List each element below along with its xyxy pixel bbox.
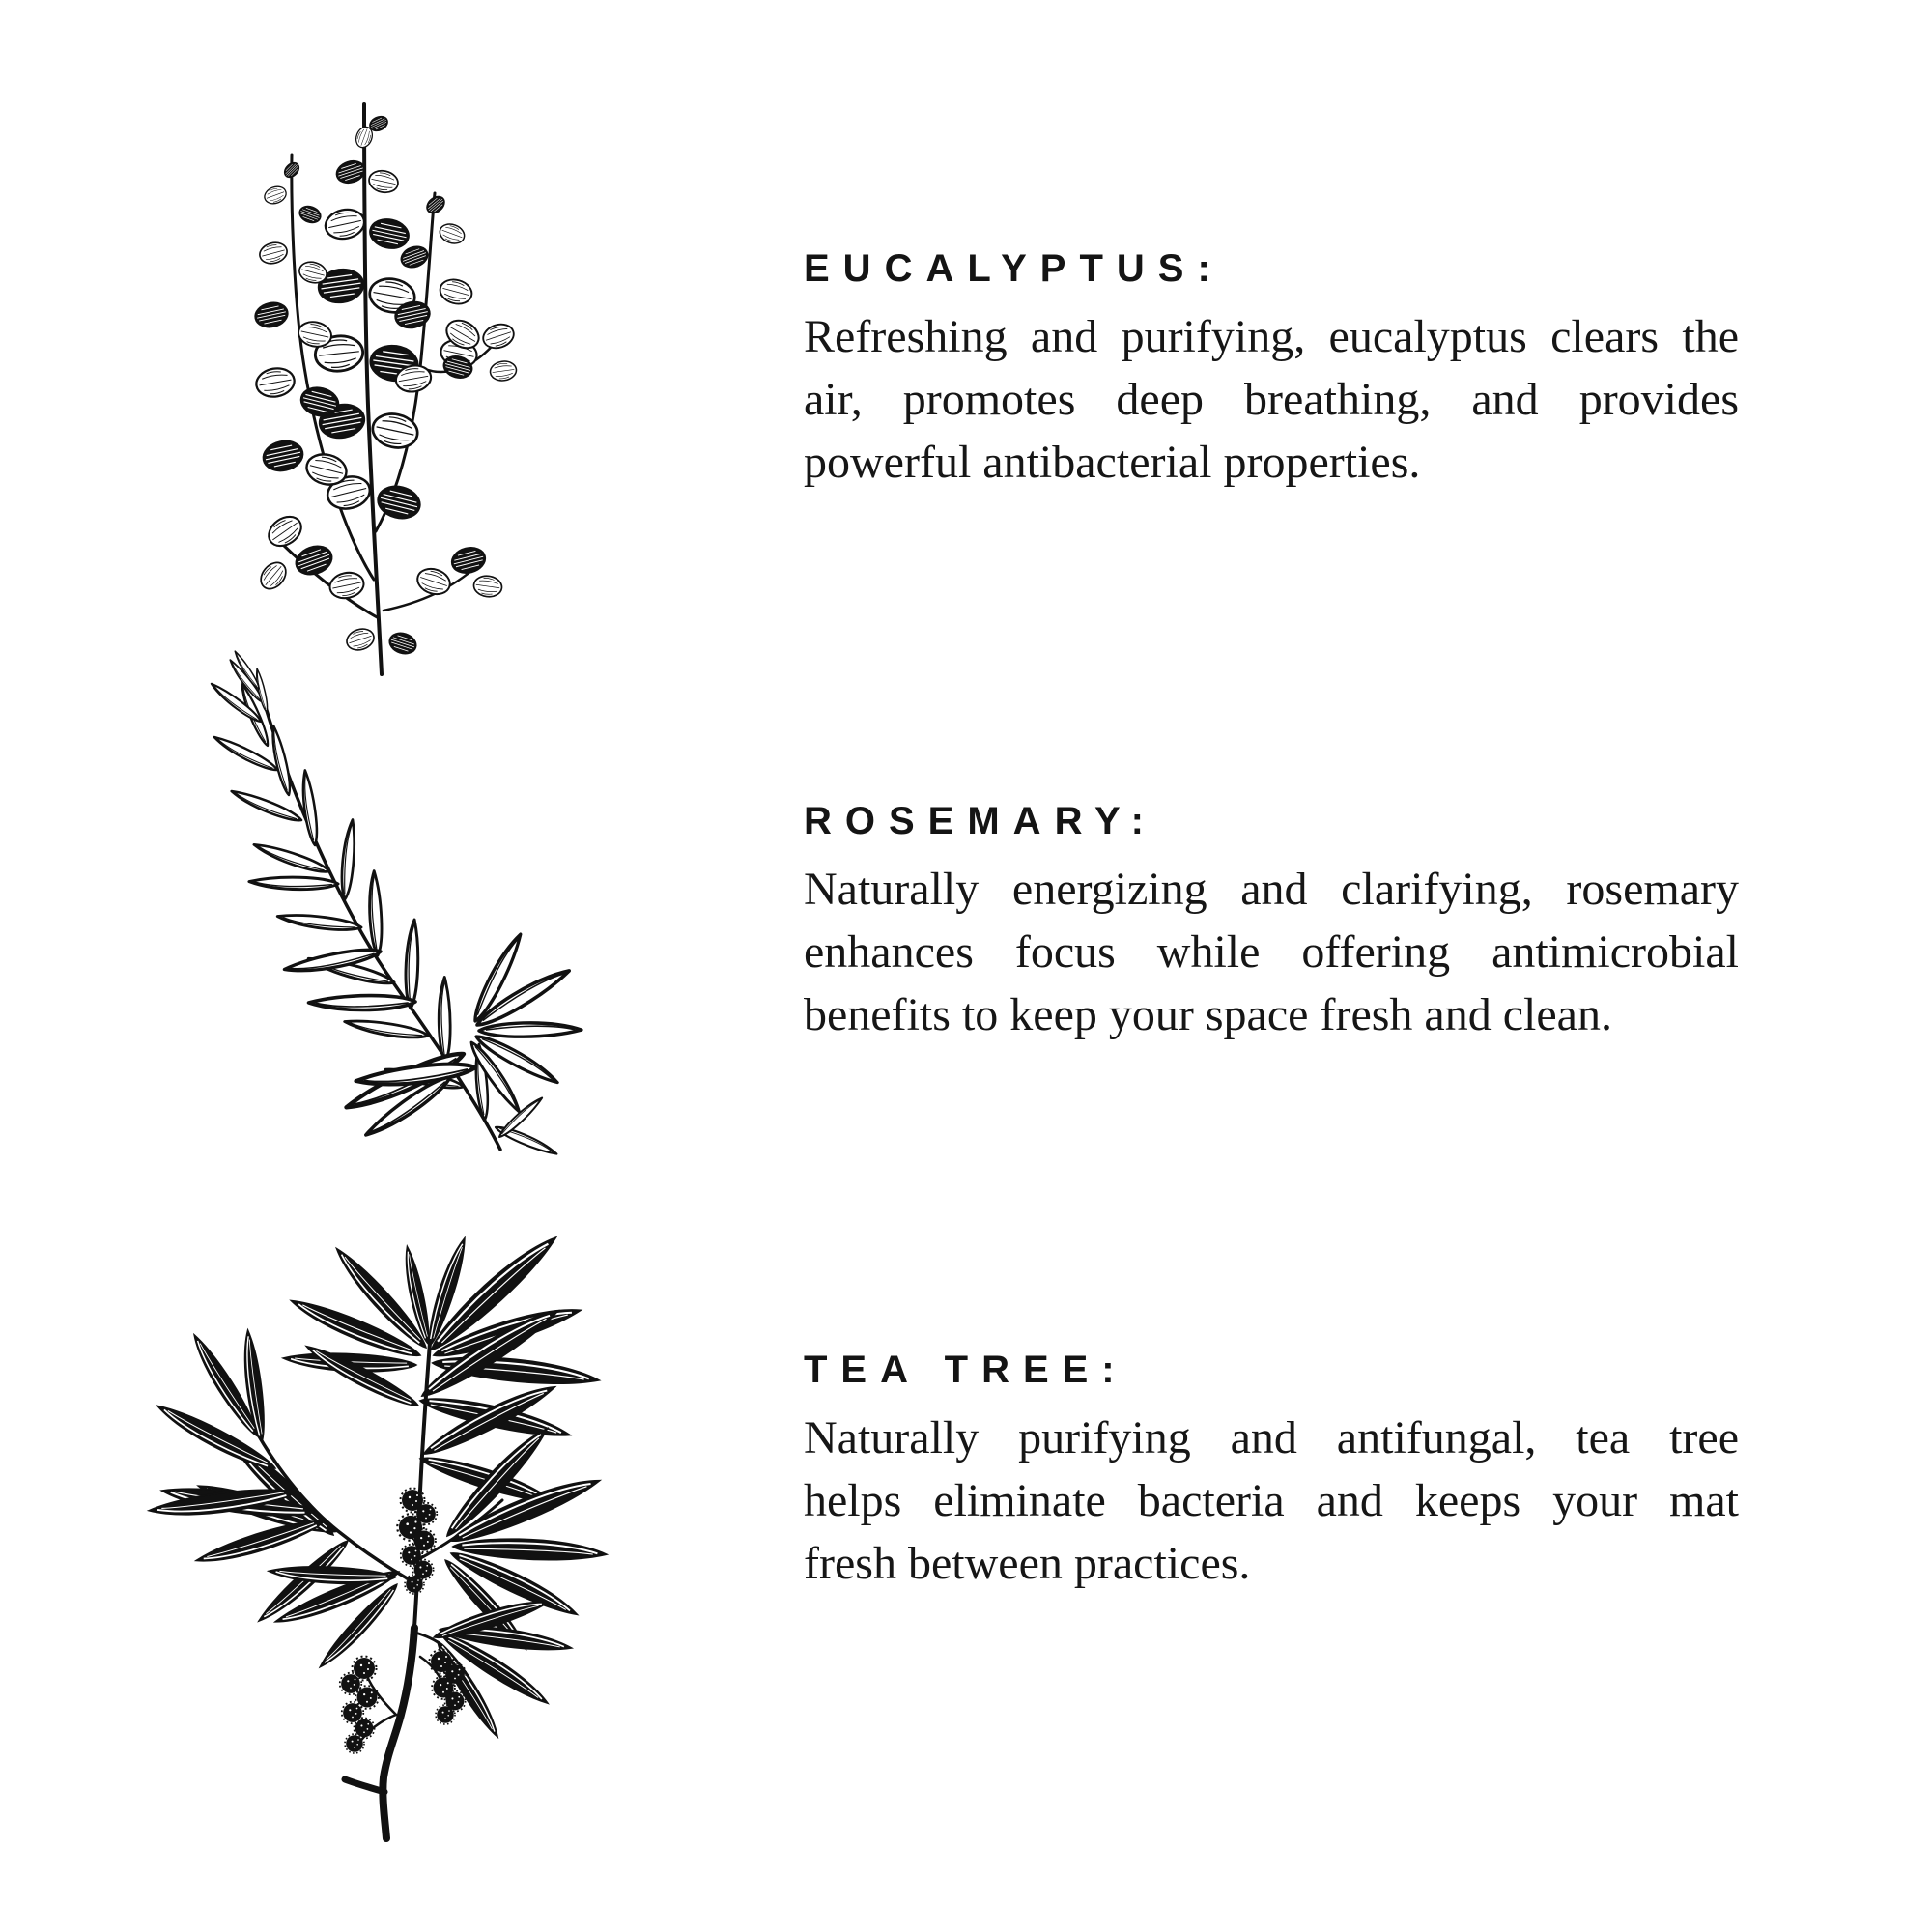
eucalyptus-description	[804, 305, 1739, 494]
rosemary-heading: ROSEMARY:	[804, 800, 1157, 842]
body-line: Naturally purifying and antifungal, tea tree	[804, 1412, 1739, 1463]
rosemary-sprig-drawing	[174, 662, 565, 1154]
body-line: Refreshing and purifying, eucalyptus clears the	[804, 311, 1739, 362]
rosemary-illustration	[174, 662, 565, 1154]
body-line: benefits to keep your space fresh and clean.	[804, 989, 1612, 1040]
tea-tree-heading: TEA TREE:	[804, 1349, 1128, 1391]
eucalyptus-branch-drawing	[217, 77, 526, 676]
body-line: helps eliminate bacteria and keeps your mat	[804, 1475, 1739, 1526]
eucalyptus-heading: EUCALYPTUS:	[804, 247, 1224, 290]
tea-tree-branch-drawing	[198, 1251, 594, 1850]
eucalyptus-illustration	[217, 77, 526, 676]
body-line: enhances focus while offering antimicrobial	[804, 926, 1739, 978]
tea-tree-illustration	[198, 1251, 594, 1850]
body-line: powerful antibacterial properties.	[804, 437, 1421, 488]
section-eucalyptus	[804, 245, 1739, 494]
body-line: air, promotes deep breathing, and provides	[804, 374, 1739, 425]
rosemary-description	[804, 858, 1739, 1046]
body-line: fresh between practices.	[804, 1538, 1251, 1589]
body-line: Naturally energizing and clarifying, rosemary	[804, 864, 1739, 915]
section-rosemary	[804, 798, 1739, 1046]
section-tea-tree	[804, 1347, 1739, 1595]
tea-tree-description	[804, 1406, 1739, 1595]
